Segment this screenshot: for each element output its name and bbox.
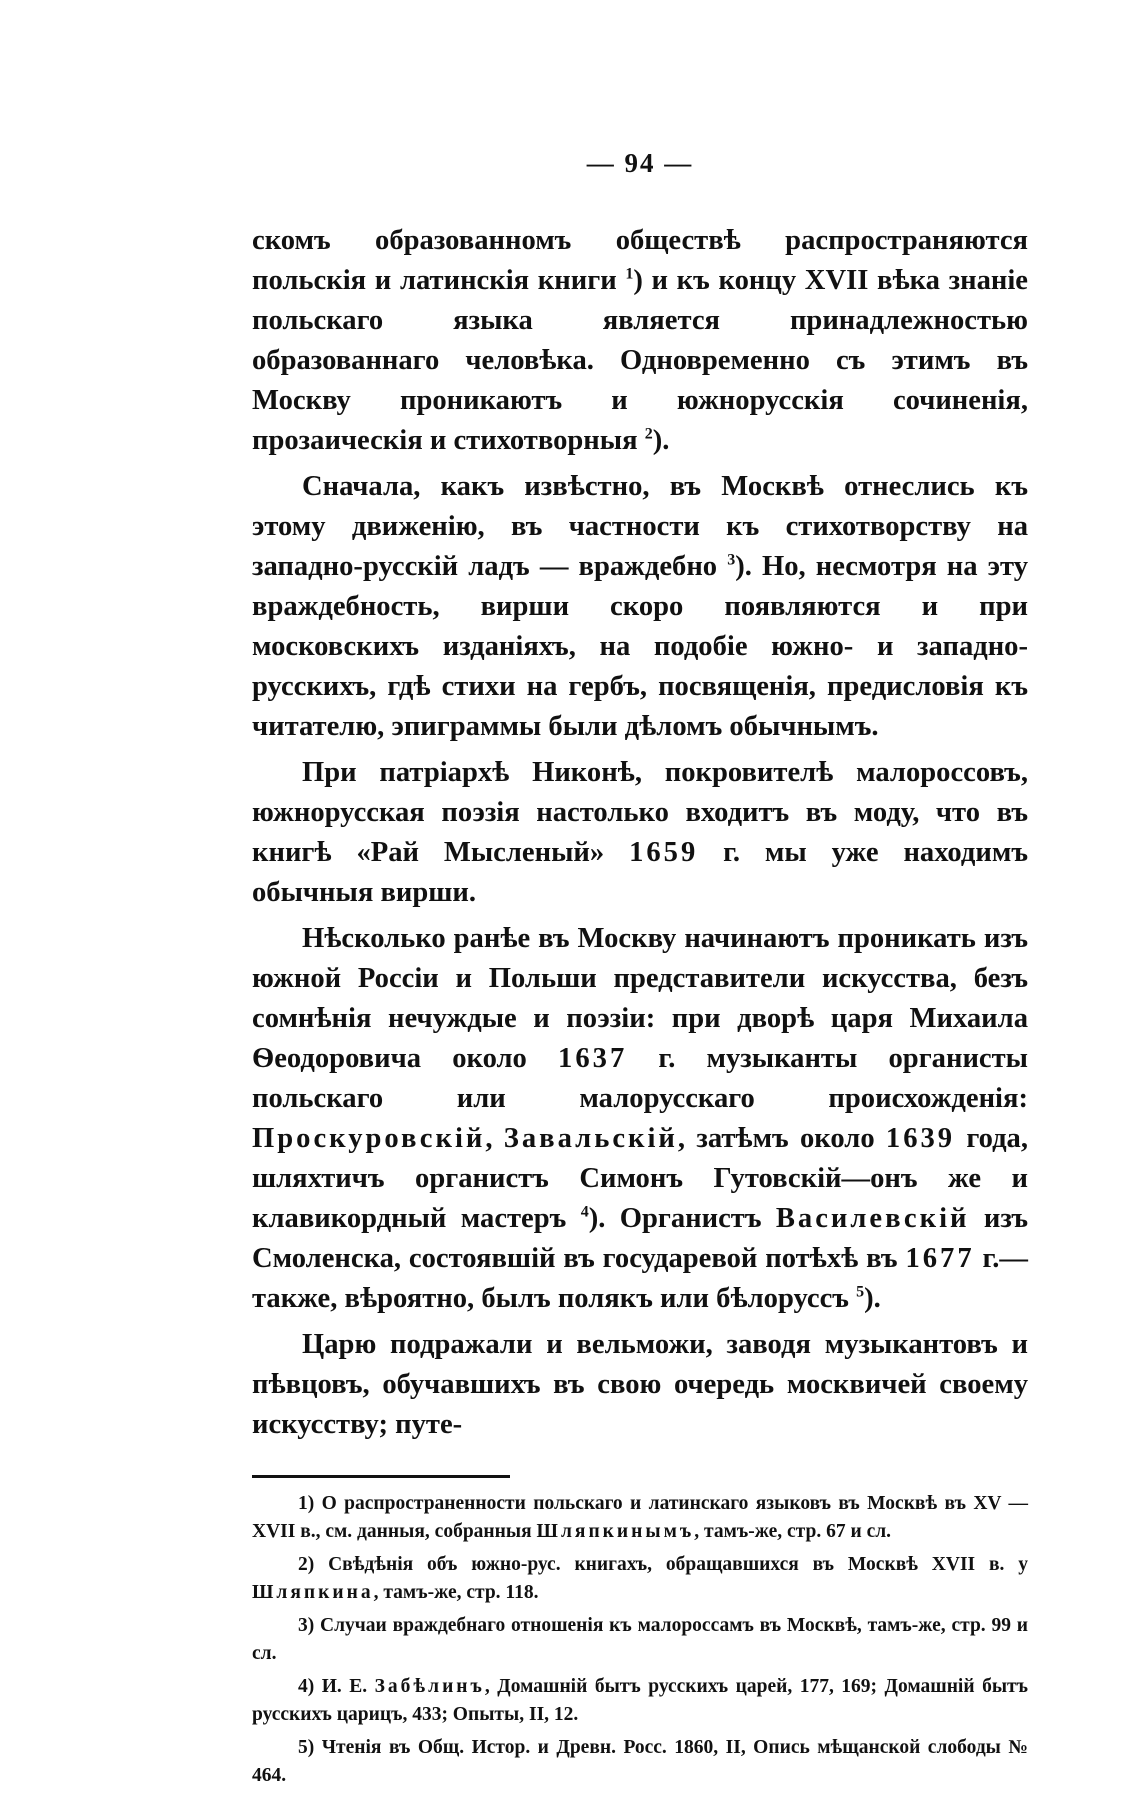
person-name-vasilevsky: Василевскій — [775, 1203, 970, 1234]
paragraph-4-text-j: ). — [864, 1283, 881, 1314]
person-name-gutovsky: Симонъ Гутовскій — [579, 1163, 842, 1194]
footnote-1-text-b: , тамъ-же, стр. 67 и сл. — [694, 1520, 892, 1542]
paragraph-5: Царю подражали и вельможи, заводя музыкантовъ и пѣвцовъ, обучавшихъ въ свою очередь москвичей своему искусству; путе- — [252, 1329, 1028, 1440]
footnote-4-text-b: , Домашній бытъ русскихъ царей, 177, 169; Домашній бытъ русскихъ царицъ, 433; Опыты, II, 12. — [252, 1676, 1028, 1725]
footnote-ref-1: 1 — [625, 265, 634, 283]
footnote-4-author: Забѣлинъ — [374, 1676, 485, 1697]
footnote-ref-4: 4 — [580, 1203, 589, 1221]
footnote-1-author: Шляпкинымъ — [536, 1520, 695, 1542]
paragraph-4-year-3: 1677 — [905, 1243, 975, 1274]
paragraph-3 — [252, 753, 1028, 913]
paragraph-2-text-a: Сначала, какъ извѣстно, въ Москвѣ отнеслись къ этому движенію, въ частности къ стихотворству на западно-русскій ладъ — враждебно — [252, 471, 1028, 582]
paragraph-4-text-i: г.—также, вѣроятно, былъ полякъ или бѣлоруссъ — [252, 1243, 1028, 1314]
footnote-2-author: Шляпкина — [252, 1581, 374, 1603]
paragraph-4-text-h: изъ Смоленска, состоявшій въ государевой потѣхѣ въ — [252, 1203, 1028, 1274]
paragraph-1 — [252, 221, 1028, 461]
footnote-divider — [252, 1475, 510, 1478]
footnote-4 — [252, 1673, 1028, 1728]
paragraph-2 — [252, 467, 1028, 747]
paragraph-4-text-e: года, шляхтичъ органистъ — [252, 1123, 1028, 1194]
footnote-2-text-a: 2) Свѣдѣнія объ южно-рус. книгахъ, обращавшихся въ Москвѣ XVII в. у — [298, 1554, 1028, 1575]
footnote-2-text-b: , тамъ-же, стр. 118. — [373, 1581, 539, 1603]
footnote-ref-3: 3 — [727, 551, 736, 569]
paragraph-1-text-c: ). — [652, 425, 670, 456]
paragraph-4-year-1: 1637 — [558, 1043, 628, 1074]
paragraph-4-text-f: —онъ же и клавикордный мастеръ — [252, 1163, 1028, 1234]
book-page — [252, 150, 1028, 1795]
paragraph-4-text-b: г. музыканты органисты польскаго или малорусскаго происхожденія: — [252, 1043, 1028, 1114]
footnote-ref-5: 5 — [856, 1283, 865, 1301]
footnote-4-text-a: 4) И. Е. — [298, 1676, 375, 1697]
paragraph-3-text-b: г. мы уже находимъ обычныя вирши. — [252, 837, 1028, 908]
paragraph-2-text-b: ). Но, несмотря на эту враждебность, вирши скоро появляются и при московскихъ изданіяхъ, на подобіе южно- и западно-русскихъ, гдѣ стихи на гербъ, посвященія, предисловія къ читателю, эпиграммы были дѣломъ обычнымъ. — [252, 551, 1028, 742]
footnote-5: 5) Чтенія въ Общ. Истор. и Древн. Росс. 1860, II, Опись мѣщанской слободы № 464. — [252, 1737, 1028, 1786]
footnote-ref-2: 2 — [644, 425, 653, 443]
paragraph-3-year: 1659 — [629, 837, 699, 868]
paragraph-4-text-g: ). Органистъ — [588, 1203, 776, 1234]
footnote-1-text-a: 1) О распространенности польскаго и латинскаго языковъ въ Москвѣ въ XV — XVII в., см. данныя, собранныя — [252, 1493, 1028, 1542]
paragraph-3-text-a: При патріархѣ Никонѣ, покровителѣ малороссовъ, южнорусская поэзія настолько входитъ въ моду, что въ книгѣ «Рай Мысленый» — [252, 757, 1028, 868]
person-name-proskurovsky: Проскуровскій — [252, 1123, 486, 1154]
footnote-3: 3) Случаи враждебнаго отношенія къ малороссамъ въ Москвѣ, тамъ-же, стр. 99 и сл. — [252, 1615, 1028, 1664]
page-number: — 94 — — [586, 148, 694, 178]
person-name-zavalsky: Завальскій — [503, 1123, 678, 1154]
paragraph-1-text-a: скомъ образованномъ обществѣ распространяются польскія и латинскія книги — [252, 225, 1028, 296]
paragraph-4 — [252, 919, 1028, 1319]
footnote-2 — [252, 1551, 1028, 1606]
paragraph-4-text-d: , затѣмъ около — [677, 1123, 886, 1154]
paragraph-1-text-b: ) и къ концу XVII вѣка знаніе польскаго языка является принадлежностью образованнаго человѣка. Одновременно съ этимъ въ Москву проникаютъ и южнорусскія сочиненія, прозаическія и стихотворныя — [252, 265, 1028, 456]
paragraph-4-text-a: Нѣсколько ранѣе въ Москву начинаютъ проникать изъ южной Россіи и Польши представители искусства, безъ сомнѣнія нечуждые и поэзіи: при дворѣ царя Михаила Ѳеодоровича около — [252, 923, 1028, 1074]
paragraph-4-year-2: 1639 — [885, 1123, 956, 1154]
footnote-1 — [252, 1490, 1028, 1545]
paragraph-4-text-c: , — [485, 1123, 504, 1154]
